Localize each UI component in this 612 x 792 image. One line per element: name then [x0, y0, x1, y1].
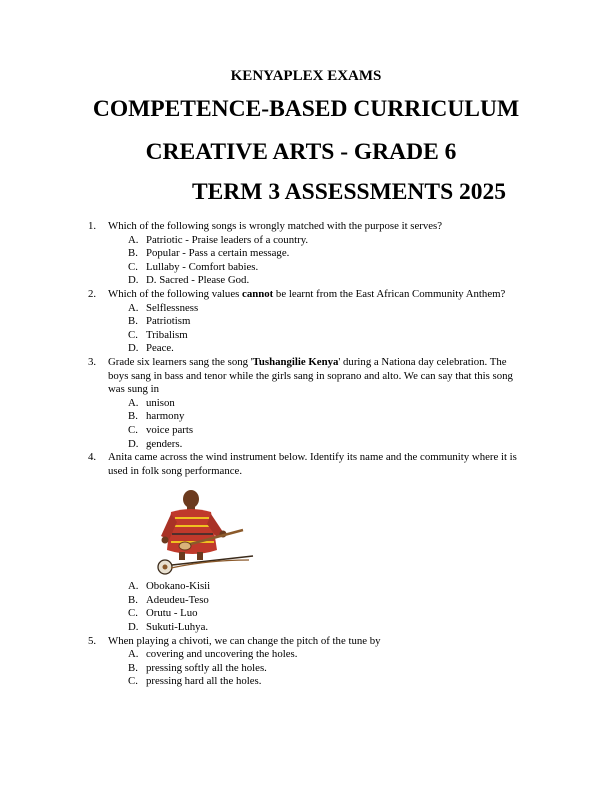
- option-letter: A.: [128, 580, 139, 593]
- option-letter: C.: [128, 607, 138, 620]
- option-text: Patriotism: [146, 315, 191, 328]
- option-list: [108, 397, 528, 451]
- option-letter: B.: [128, 661, 138, 674]
- option-c: [108, 607, 528, 621]
- option-b: [108, 662, 528, 676]
- question-text: [108, 356, 528, 397]
- option-d: [108, 438, 528, 452]
- option-letter: B.: [128, 410, 138, 423]
- option-text: harmony: [146, 410, 185, 423]
- option-letter: D.: [128, 274, 139, 287]
- option-text: Selflessness: [146, 301, 199, 314]
- option-d: [108, 274, 528, 288]
- option-c: [108, 675, 528, 689]
- question-2: [88, 288, 528, 356]
- option-text: Adeudeu-Teso: [146, 593, 209, 606]
- question-text: Anita came across the wind instrument below. Identify its name and the community where it is used in folk song performance.: [108, 451, 517, 477]
- option-b: [108, 315, 528, 329]
- question-emphasis: Tushangilie Kenya: [252, 355, 339, 368]
- option-a: [108, 302, 528, 316]
- option-text: voice parts: [146, 423, 194, 436]
- question-number: 4.: [88, 451, 97, 464]
- option-list: [108, 580, 528, 634]
- option-text: D. Sacred - Please God.: [146, 274, 250, 287]
- option-letter: B.: [128, 593, 138, 606]
- question-emphasis: cannot: [242, 287, 274, 300]
- question-text-part: Which of the following values: [108, 287, 243, 300]
- option-letter: A.: [128, 648, 139, 661]
- option-text: genders.: [146, 437, 183, 450]
- option-text: Orutu - Luo: [146, 607, 198, 620]
- option-text: Peace.: [146, 342, 174, 355]
- option-text: Tribalism: [146, 328, 188, 341]
- option-letter: C.: [128, 260, 138, 273]
- option-text: Patriotic - Praise leaders of a country.: [146, 233, 309, 246]
- option-letter: A.: [128, 233, 139, 246]
- question-text: Which of the following songs is wrongly matched with the purpose it serves?: [108, 220, 443, 232]
- option-text: pressing hard all the holes.: [146, 675, 262, 688]
- option-text: unison: [146, 396, 175, 409]
- option-a: [108, 580, 528, 594]
- option-list: [108, 648, 528, 689]
- question-text-part: ' during a Nationa day celebration. The boys sang in bass and tenor while the girls sang in soprano and alto. We can say that this song was sung in: [108, 355, 513, 396]
- question-4: [88, 451, 528, 635]
- option-list: [108, 302, 528, 356]
- option-letter: B.: [128, 315, 138, 328]
- option-letter: A.: [128, 301, 139, 314]
- option-a: [108, 397, 528, 411]
- option-list: [108, 234, 528, 288]
- option-letter: C.: [128, 423, 138, 436]
- option-b: [108, 410, 528, 424]
- option-a: [108, 234, 528, 248]
- option-text: pressing softly all the holes.: [146, 661, 267, 674]
- option-letter: D.: [128, 621, 139, 634]
- subject-title: CREATIVE ARTS - GRADE 6: [145, 139, 457, 165]
- option-d: [108, 621, 528, 635]
- option-d: [108, 342, 528, 356]
- instrument-figure: [108, 488, 528, 580]
- option-letter: C.: [128, 675, 138, 688]
- option-a: [108, 648, 528, 662]
- option-c: [108, 261, 528, 275]
- option-text: covering and uncovering the holes.: [146, 648, 298, 661]
- question-text-part: be learnt from the East African Community Anthem?: [273, 287, 506, 300]
- question-3: [88, 356, 528, 451]
- question-list: [88, 220, 528, 689]
- option-b: [108, 594, 528, 608]
- question-5: [88, 635, 528, 689]
- option-letter: A.: [128, 396, 139, 409]
- option-c: [108, 329, 528, 343]
- option-b: [108, 247, 528, 261]
- question-number: 2.: [88, 287, 97, 300]
- curriculum-title: COMPETENCE-BASED CURRICULUM: [92, 96, 520, 122]
- question-number: 1.: [88, 220, 97, 232]
- publisher-title: KENYAPLEX EXAMS: [230, 68, 382, 84]
- option-letter: D.: [128, 437, 139, 450]
- musician-with-fiddle-icon: [153, 488, 258, 578]
- option-text: Obokano-Kisii: [146, 580, 211, 593]
- option-letter: B.: [128, 247, 138, 260]
- question-number: 3.: [88, 355, 97, 368]
- option-letter: D.: [128, 342, 139, 355]
- question-text: When playing a chivoti, we can change the pitch of the tune by: [108, 634, 381, 647]
- option-c: [108, 424, 528, 438]
- question-text-part: Grade six learners sang the song ': [108, 355, 253, 368]
- option-text: Sukuti-Luhya.: [146, 621, 209, 634]
- question-1: [88, 220, 528, 288]
- option-text: Popular - Pass a certain message.: [146, 247, 290, 260]
- option-letter: C.: [128, 328, 138, 341]
- term-title: TERM 3 ASSESSMENTS 2025: [191, 179, 507, 205]
- question-text: [108, 288, 528, 302]
- option-text: Lullaby - Comfort babies.: [146, 260, 259, 273]
- question-number: 5.: [88, 634, 97, 647]
